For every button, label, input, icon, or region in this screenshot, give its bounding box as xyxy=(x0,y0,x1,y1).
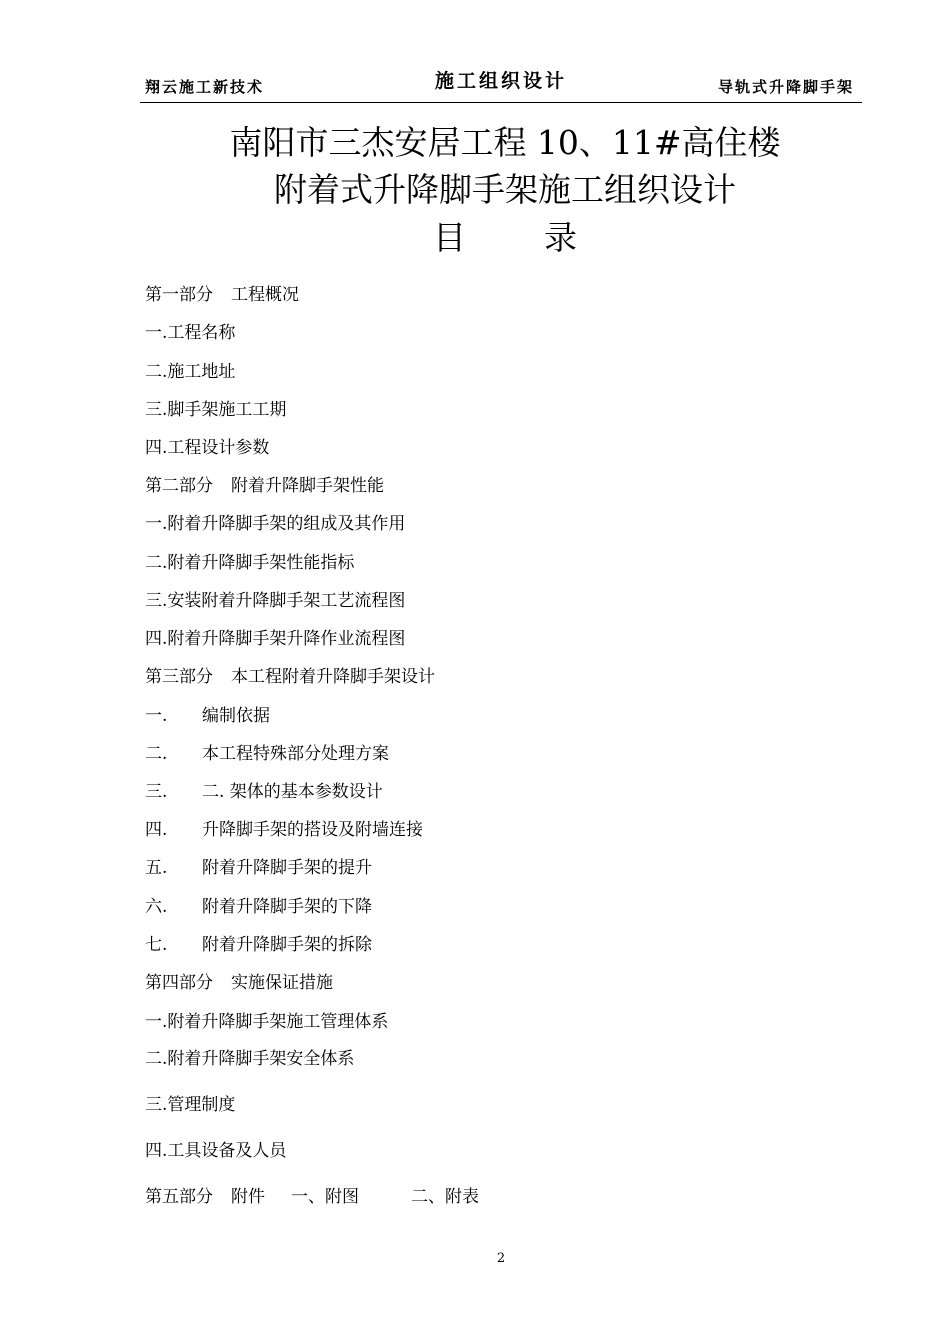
toc-item[interactable]: 六. 附着升降脚手架的下降 xyxy=(145,897,372,917)
toc-item[interactable]: 一.工程名称 xyxy=(145,323,236,343)
toc-item[interactable]: 二.附着升降脚手架性能指标 xyxy=(145,553,355,573)
page-header xyxy=(140,62,862,103)
contents-heading-char2: 录 xyxy=(544,218,577,257)
contents-heading xyxy=(30,212,950,259)
toc-part-heading[interactable]: 第五部分 附件 一、附图 二、附表 xyxy=(145,1187,479,1207)
toc-part-heading[interactable]: 第二部分 附着升降脚手架性能 xyxy=(145,476,384,496)
toc-item[interactable]: 三. 二. 架体的基本参数设计 xyxy=(145,782,383,802)
toc-appendix-tables: 二、附表 xyxy=(411,1187,479,1207)
header-right-text: 导轨式升降脚手架 xyxy=(717,78,854,96)
toc-item[interactable]: 二.施工地址 xyxy=(145,362,236,382)
toc-item[interactable]: 四. 升降脚手架的搭设及附墙连接 xyxy=(145,820,423,840)
toc-item[interactable]: 三.脚手架施工工期 xyxy=(145,400,287,420)
toc-item[interactable]: 二. 本工程特殊部分处理方案 xyxy=(145,744,389,764)
toc-item[interactable]: 四.工程设计参数 xyxy=(145,438,270,458)
contents-heading-char1: 目 xyxy=(433,218,466,257)
document-title-line2: 附着式升降脚手架施工组织设计 xyxy=(274,170,736,209)
document-title-line1: 南阳市三杰安居工程 10、11#高住楼 xyxy=(229,123,781,162)
toc-part-heading[interactable]: 第一部分 工程概况 xyxy=(145,285,299,305)
header-center-title: 施工组织设计 xyxy=(434,70,567,92)
toc-item[interactable]: 一. 编制依据 xyxy=(145,706,270,726)
toc-item[interactable]: 七. 附着升降脚手架的拆除 xyxy=(145,935,372,955)
toc-item[interactable]: 一.附着升降脚手架的组成及其作用 xyxy=(145,514,406,534)
toc-item[interactable]: 四.附着升降脚手架升降作业流程图 xyxy=(145,629,406,649)
toc-item[interactable]: 五. 附着升降脚手架的提升 xyxy=(145,858,372,878)
toc-item[interactable]: 二.附着升降脚手架安全体系 xyxy=(145,1049,355,1069)
toc-item[interactable]: 三.管理制度 xyxy=(145,1095,236,1115)
page-number: 2 xyxy=(496,1251,506,1266)
header-left-text: 翔云施工新技术 xyxy=(145,78,265,96)
toc-item[interactable]: 三.安装附着升降脚手架工艺流程图 xyxy=(145,591,406,611)
toc-item[interactable]: 一.附着升降脚手架施工管理体系 xyxy=(145,1012,389,1032)
toc-item[interactable]: 四.工具设备及人员 xyxy=(145,1141,287,1161)
toc-part-heading[interactable]: 第三部分 本工程附着升降脚手架设计 xyxy=(145,667,435,687)
toc-part-heading[interactable]: 第四部分 实施保证措施 xyxy=(145,973,333,993)
toc-appendix-figures: 一、附图 xyxy=(291,1187,359,1207)
